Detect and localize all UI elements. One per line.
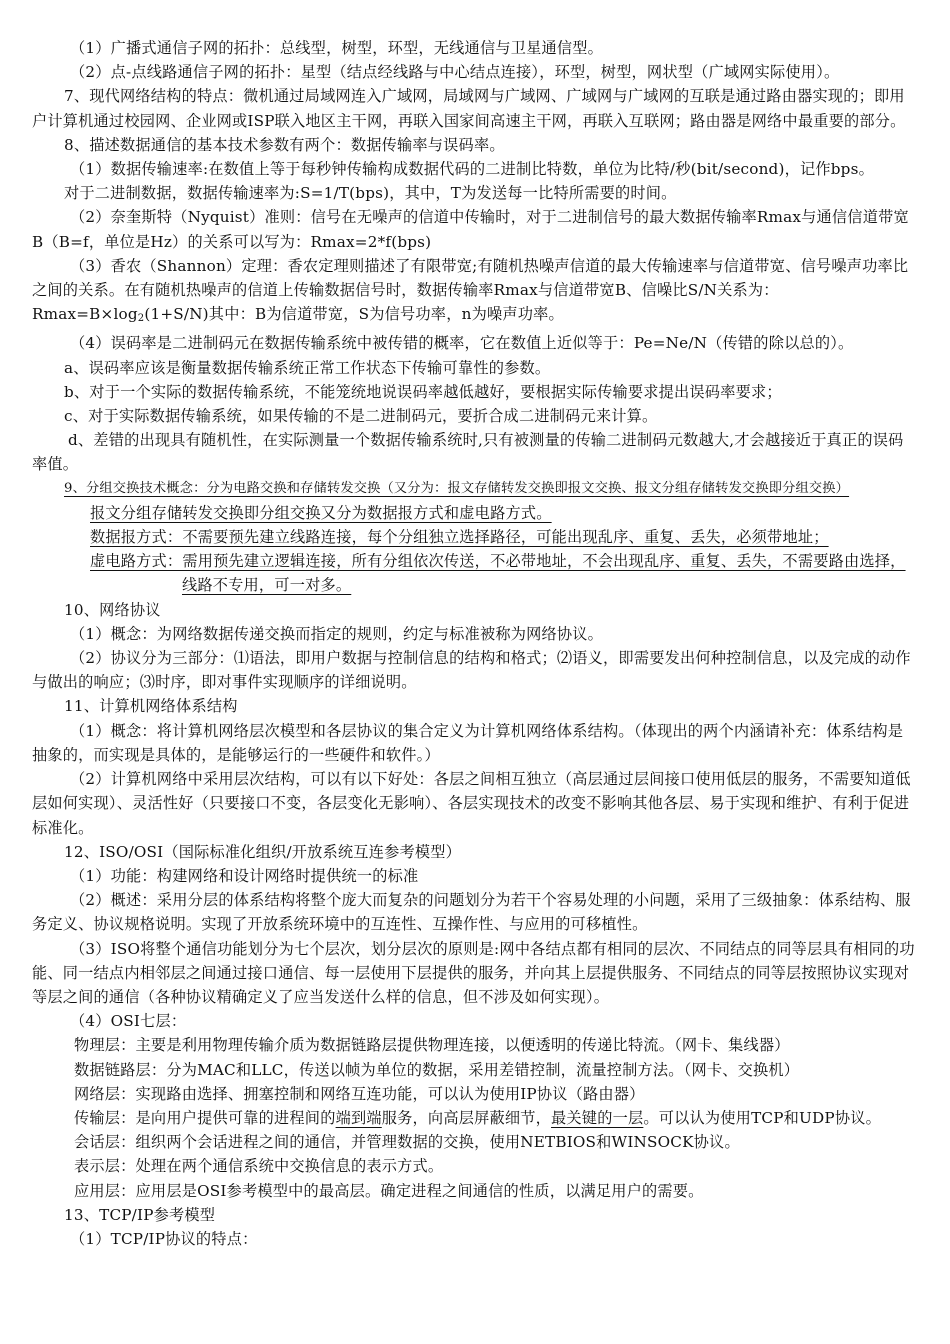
paragraph: （2）奈奎斯特（Nyquist）准则：信号在无噪声的信道中传输时，对于二进制信号的最大数据传输率Rmax与通信信道带宽B（B=f，单位是Hz）的关系可以写为：Rmax=2*f(bps) [32,208,909,251]
list-item: 数据链路层：分为MAC和LLC，传送以帧为单位的数据，采用差错控制，流量控制方法。（网卡、交换机） [74,1060,800,1079]
section-heading: 12、ISO/OSI（国际标准化组织/开放系统互连参考模型） [64,842,462,861]
paragraph: 对于二进制数据，数据传输速率为:S=1/T(bps)，其中，T为发送每一比特所需要的时间。 [64,184,677,203]
paragraph: （1）概念：将计算机网络层次模型和各层协议的集合定义为计算机网络体系结构。（体现出的两个内涵请补充：体系结构是抽象的，而实现是具体的，是能够运行的一些硬件和软件。） [32,721,904,764]
paragraph: （3）ISO将整个通信功能划分为七个层次，划分层次的原则是:网中各结点都有相同的层次、不同结点的同等层具有相同的功能、同一结点内相邻层之间通过接口通信、每一层使用下层提供的服务，并向其上层提供服务、不同结点的同等层按照协议实现对等层之间的通信（各种协议精确定义了应当发送什么样的信息，但不涉及如何实现）。 [32,939,915,1006]
text-run: （3）香农（Shannon）定理：香农定理则描述了有限带宽;有随机热噪声信道的最大传输速率与信道带宽、信号噪声功率比之间的关系。在有随机热噪声的信道上传输数据信号时，数据传输率Rmax与信道带宽B、信噪比S/N关系为：Rmax=B×log [32,256,909,324]
section-heading: 11、计算机网络体系结构 [64,697,238,716]
document-page [32,36,918,1251]
paragraph: 报文分组存储转发交换即分组交换又分为数据报方式和虚电路方式。 [90,503,552,522]
paragraph: （4）误码率是二进制码元在数据传输系统中被传错的概率，它在数值上近似等于：Pe=Ne/N（传错的除以总的）。 [70,334,854,353]
section-heading: 8、描述数据通信的基本技术参数有两个：数据传输率与误码率。 [64,135,505,154]
paragraph: 数据报方式：不需要预先建立线路连接，每个分组独立选择路径，可能出现乱序、重复、丢失，必须带地址； [90,528,829,547]
paragraph: （1）概念：为网络数据传递交换而指定的规则，约定与标准被称为网络协议。 [70,624,604,643]
list-item: c、对于实际数据传输系统，如果传输的不是二进制码元，要折合成二进制码元来计算。 [64,407,658,426]
paragraph: 虚电路方式：需用预先建立逻辑连接，所有分组依次传送，不必带地址，不会出现乱序、重复、丢失，不需要路由选择，线路不专用，可一对多。 [90,552,906,595]
paragraph: （4）OSI七层： [70,1012,187,1031]
text-run: 。可以认为使用TCP和UDP协议。 [643,1108,881,1127]
paragraph: （2）计算机网络中采用层次结构，可以有以下好处：各层之间相互独立（高层通过层间接口使用低层的服务，不需要知道低层如何实现）、灵活性好（只要接口不变，各层变化无影响）、各层实现技术的改变不影响其他各层、易于实现和维护、有利于促进标准化。 [32,770,911,837]
list-item: 表示层：处理在两个通信系统中交换信息的表示方式。 [74,1157,444,1176]
paragraph [32,254,918,332]
paragraph: （2）概述：采用分层的体系结构将整个庞大而复杂的问题划分为若干个容易处理的小问题，采用了三级抽象：体系结构、服务定义、协议规格说明。实现了开放系统环境中的互连性、互操作性、与应用的可移植性。 [32,891,911,934]
subscript: 2 [137,313,145,325]
paragraph: 7、现代网络结构的特点：微机通过局域网连入广域网，局域网与广域网、广域网与广域网的互联是通过路由器实现的；即用户计算机通过校园网、企业网或ISP联入地区主干网，再联入国家间高速主干网，再联入互联网；路由器是网络中最重要的部分。 [32,87,906,130]
text-run: (1+S/N)其中：B为信道带宽，S为信号功率，n为噪声功率。 [144,305,564,324]
list-item: 会话层：组织两个会话进程之间的通信，并管理数据的交换，使用NETBIOS和WINSOCK协议。 [74,1133,740,1152]
list-item [32,1106,918,1130]
section-heading: 9、分组交换技术概念：分为电路交换和存储转发交换（又分为：报文存储转发交换即报文交换、报文分组存储转发交换即分组交换） [64,480,850,496]
list-item: d、差错的出现具有随机性，在实际测量一个数据传输系统时,只有被测量的传输二进制码元数越大,才会越接近于真正的误码率值。 [32,431,904,474]
text-run: 传输层：是向用户提供可靠的进程间的 [74,1108,336,1127]
paragraph: （1）广播式通信子网的拓扑：总线型，树型，环型，无线通信与卫星通信型。 [70,39,604,57]
list-item: a、误码率应该是衡量数据传输系统正常工作状态下传输可靠性的参数。 [64,358,551,377]
list-item: 网络层：实现路由选择、拥塞控制和网络互连功能，可以认为使用IP协议（路由器） [74,1084,645,1103]
paragraph: （1）数据传输速率:在数值上等于每秒钟传输构成数据代码的二进制比特数，单位为比特/秒(bit/second)，记作bps。 [70,160,874,179]
list-item: b、对于一个实际的数据传输系统，不能笼统地说误码率越低越好，要根据实际传输要求提出误码率要求； [64,382,782,401]
paragraph: （1）功能：构建网络和设计网络时提供统一的标准 [70,866,419,885]
list-item: 物理层：主要是利用物理传输介质为数据链路层提供物理连接，以便透明的传递比特流。（网卡、集线器） [74,1036,790,1055]
underlined-text: 端到端 [335,1108,382,1127]
underlined-text: 最关键的一层 [551,1108,644,1127]
section-heading: 10、网络协议 [64,600,161,619]
text-run: 服务，向高层屏蔽细节， [381,1108,552,1127]
list-item: 应用层：应用层是OSI参考模型中的最高层。确定进程之间通信的性质，以满足用户的需要。 [74,1181,704,1200]
paragraph: （2）协议分为三部分：⑴语法，即用户数据与控制信息的结构和格式；⑵语义，即需要发出何种控制信息，以及完成的动作与做出的响应；⑶时序，即对事件实现顺序的详细说明。 [32,649,911,692]
paragraph: （2）点-点线路通信子网的拓扑：星型（结点经线路与中心结点连接），环型，树型，网状型（广域网实际使用）。 [70,63,840,82]
paragraph: （1）TCP/IP协议的特点： [70,1229,258,1248]
section-heading: 13、TCP/IP参考模型 [64,1205,216,1224]
